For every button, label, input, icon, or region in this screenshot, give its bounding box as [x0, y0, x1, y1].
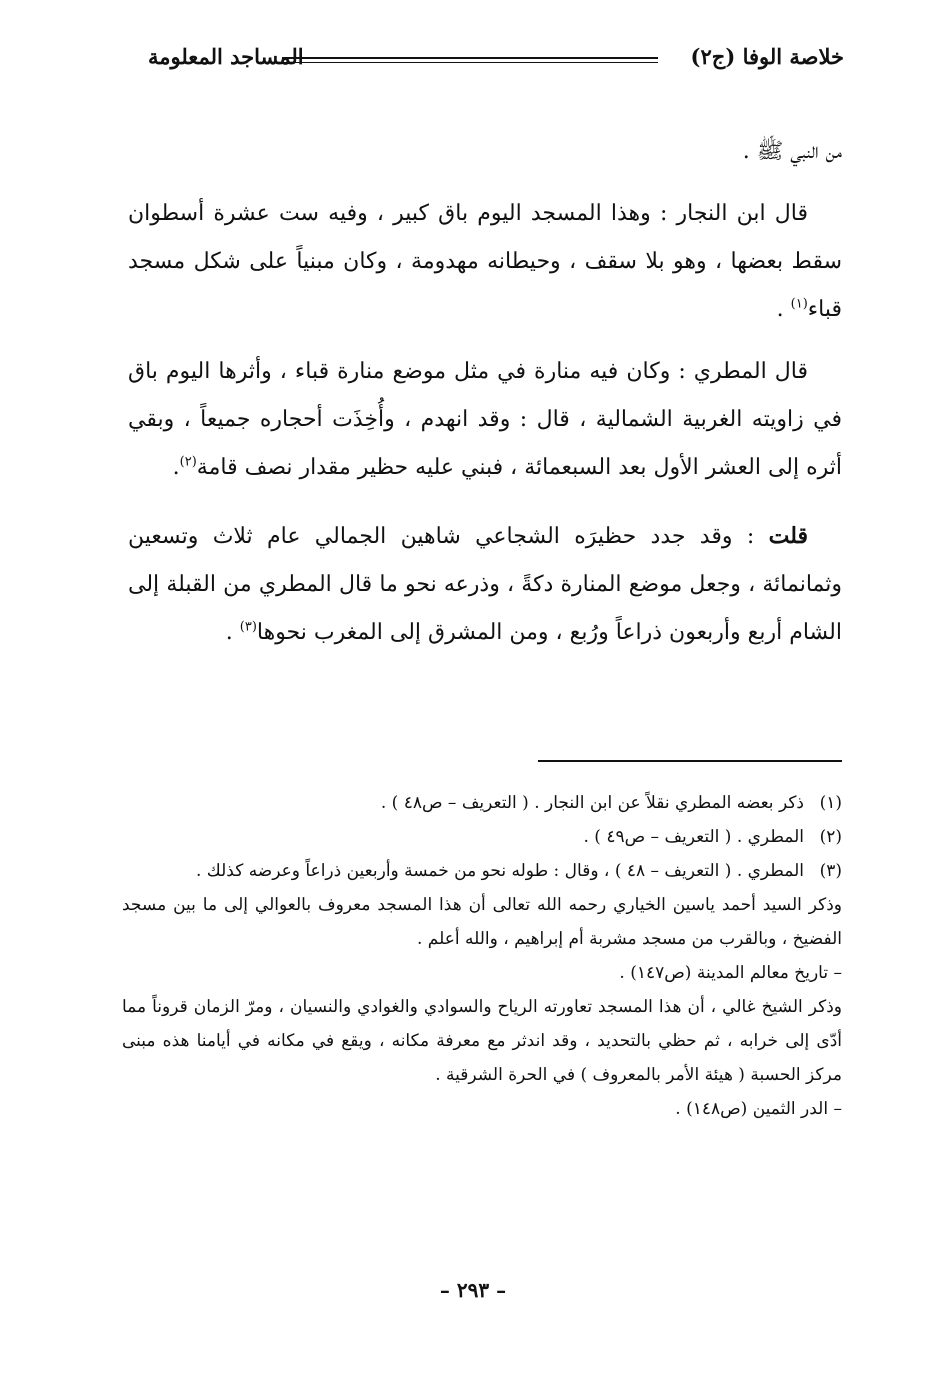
- footnote-ref-1[interactable]: (١): [790, 296, 808, 312]
- book-title: خلاصة الوفا (ج٢): [690, 44, 844, 69]
- footnote-3-source: – تاريخ معالم المدينة (ص١٤٧) .: [619, 963, 842, 983]
- footnotes: [122, 786, 842, 1126]
- qult-label: قلت: [768, 523, 808, 549]
- paragraph-4: قلت : وقد جدد حظيرَه الشجاعي شاهين الجمالي عام ثلاث وتسعين وثمانمائة ، وجعل موضع المنارة دكةً ، وذرعه نحو ما قال المطري من القبلة إلى الشام أربع وأربعون ذراعاً ورُبع ، ومن المشرق إلى المغرب نحوها$^{(٣)}$ .: [128, 523, 842, 645]
- paragraph-2: قال ابن النجار : وهذا المسجد اليوم باق كبير ، وفيه ست عشرة أسطوان سقط بعضها ، وهو بلا سقف ، وحيطانه مهدومة ، وكان مبنياً على شكل مسجد قباء$^{(١)}$ .: [128, 201, 842, 322]
- footnote-3: (٣)المطري . ( التعريف – ٤٨ ) ، وقال : طوله نحو من خمسة وأربعين ذراعاً وعرضه كذلك .: [122, 854, 842, 888]
- footnote-2: (٢)المطري . ( التعريف – ص٤٩ ) .: [122, 820, 842, 854]
- footnote-number: (٣): [819, 861, 842, 881]
- footnote-number: (٢): [819, 827, 842, 847]
- footnote-ref-2[interactable]: (٢): [179, 454, 197, 470]
- footnote-separator: [538, 760, 842, 762]
- paragraph-3: قال المطري : وكان فيه منارة في مثل موضع منارة قباء ، وأثرها اليوم باق في زاويته الغربية الشمالية ، قال : وقد انهدم ، وأُخِذَت أحجاره جميعاً ، وبقي أثره إلى العشر الأول بعد السبعمائة ، فبني عليه حظير مقدار نصف قامة$^{(٢)}$.: [128, 359, 842, 480]
- footnote-3-continuation: وذكر السيد أحمد ياسين الخياري رحمه الله تعالى أن هذا المسجد معروف بالعوالي إلى ما بين مسجد الفضيخ ، وبالقرب من مسجد مشربة أم إبراهيم ، والله أعلم .: [122, 895, 842, 949]
- footnote-3-source: – الدر الثمين (ص١٤٨) .: [675, 1099, 842, 1119]
- header-rule: [282, 57, 658, 63]
- footnote-ref-3[interactable]: (٣): [239, 619, 257, 635]
- section-title: المساجد المعلومة: [148, 44, 304, 69]
- footnote-number: (١): [819, 793, 842, 813]
- running-header: [148, 38, 844, 78]
- page-number: – ٢٩٣ –: [439, 1278, 507, 1302]
- footnote-1: (١)ذكر بعضه المطري نقلاً عن ابن النجار . ( التعريف – ص٤٨ ) .: [122, 786, 842, 820]
- paragraph-1: من النبي ﷺ .: [742, 139, 842, 164]
- main-text: [128, 128, 842, 657]
- footnote-3-continuation: وذكر الشيخ غالي ، أن هذا المسجد تعاورته الرياح والسوادي والغوادي والنسيان ، ومرّ الزمان قروناً مما أدّى إلى خرابه ، ثم حظي بالتحديد ، وقد اندثر مع معرفة مكانه ، ويقع في مكانه في أيامنا هذه مبنى مركز الحسبة ( هيئة الأمر بالمعروف ) في الحرة الشرقية .: [122, 997, 842, 1085]
